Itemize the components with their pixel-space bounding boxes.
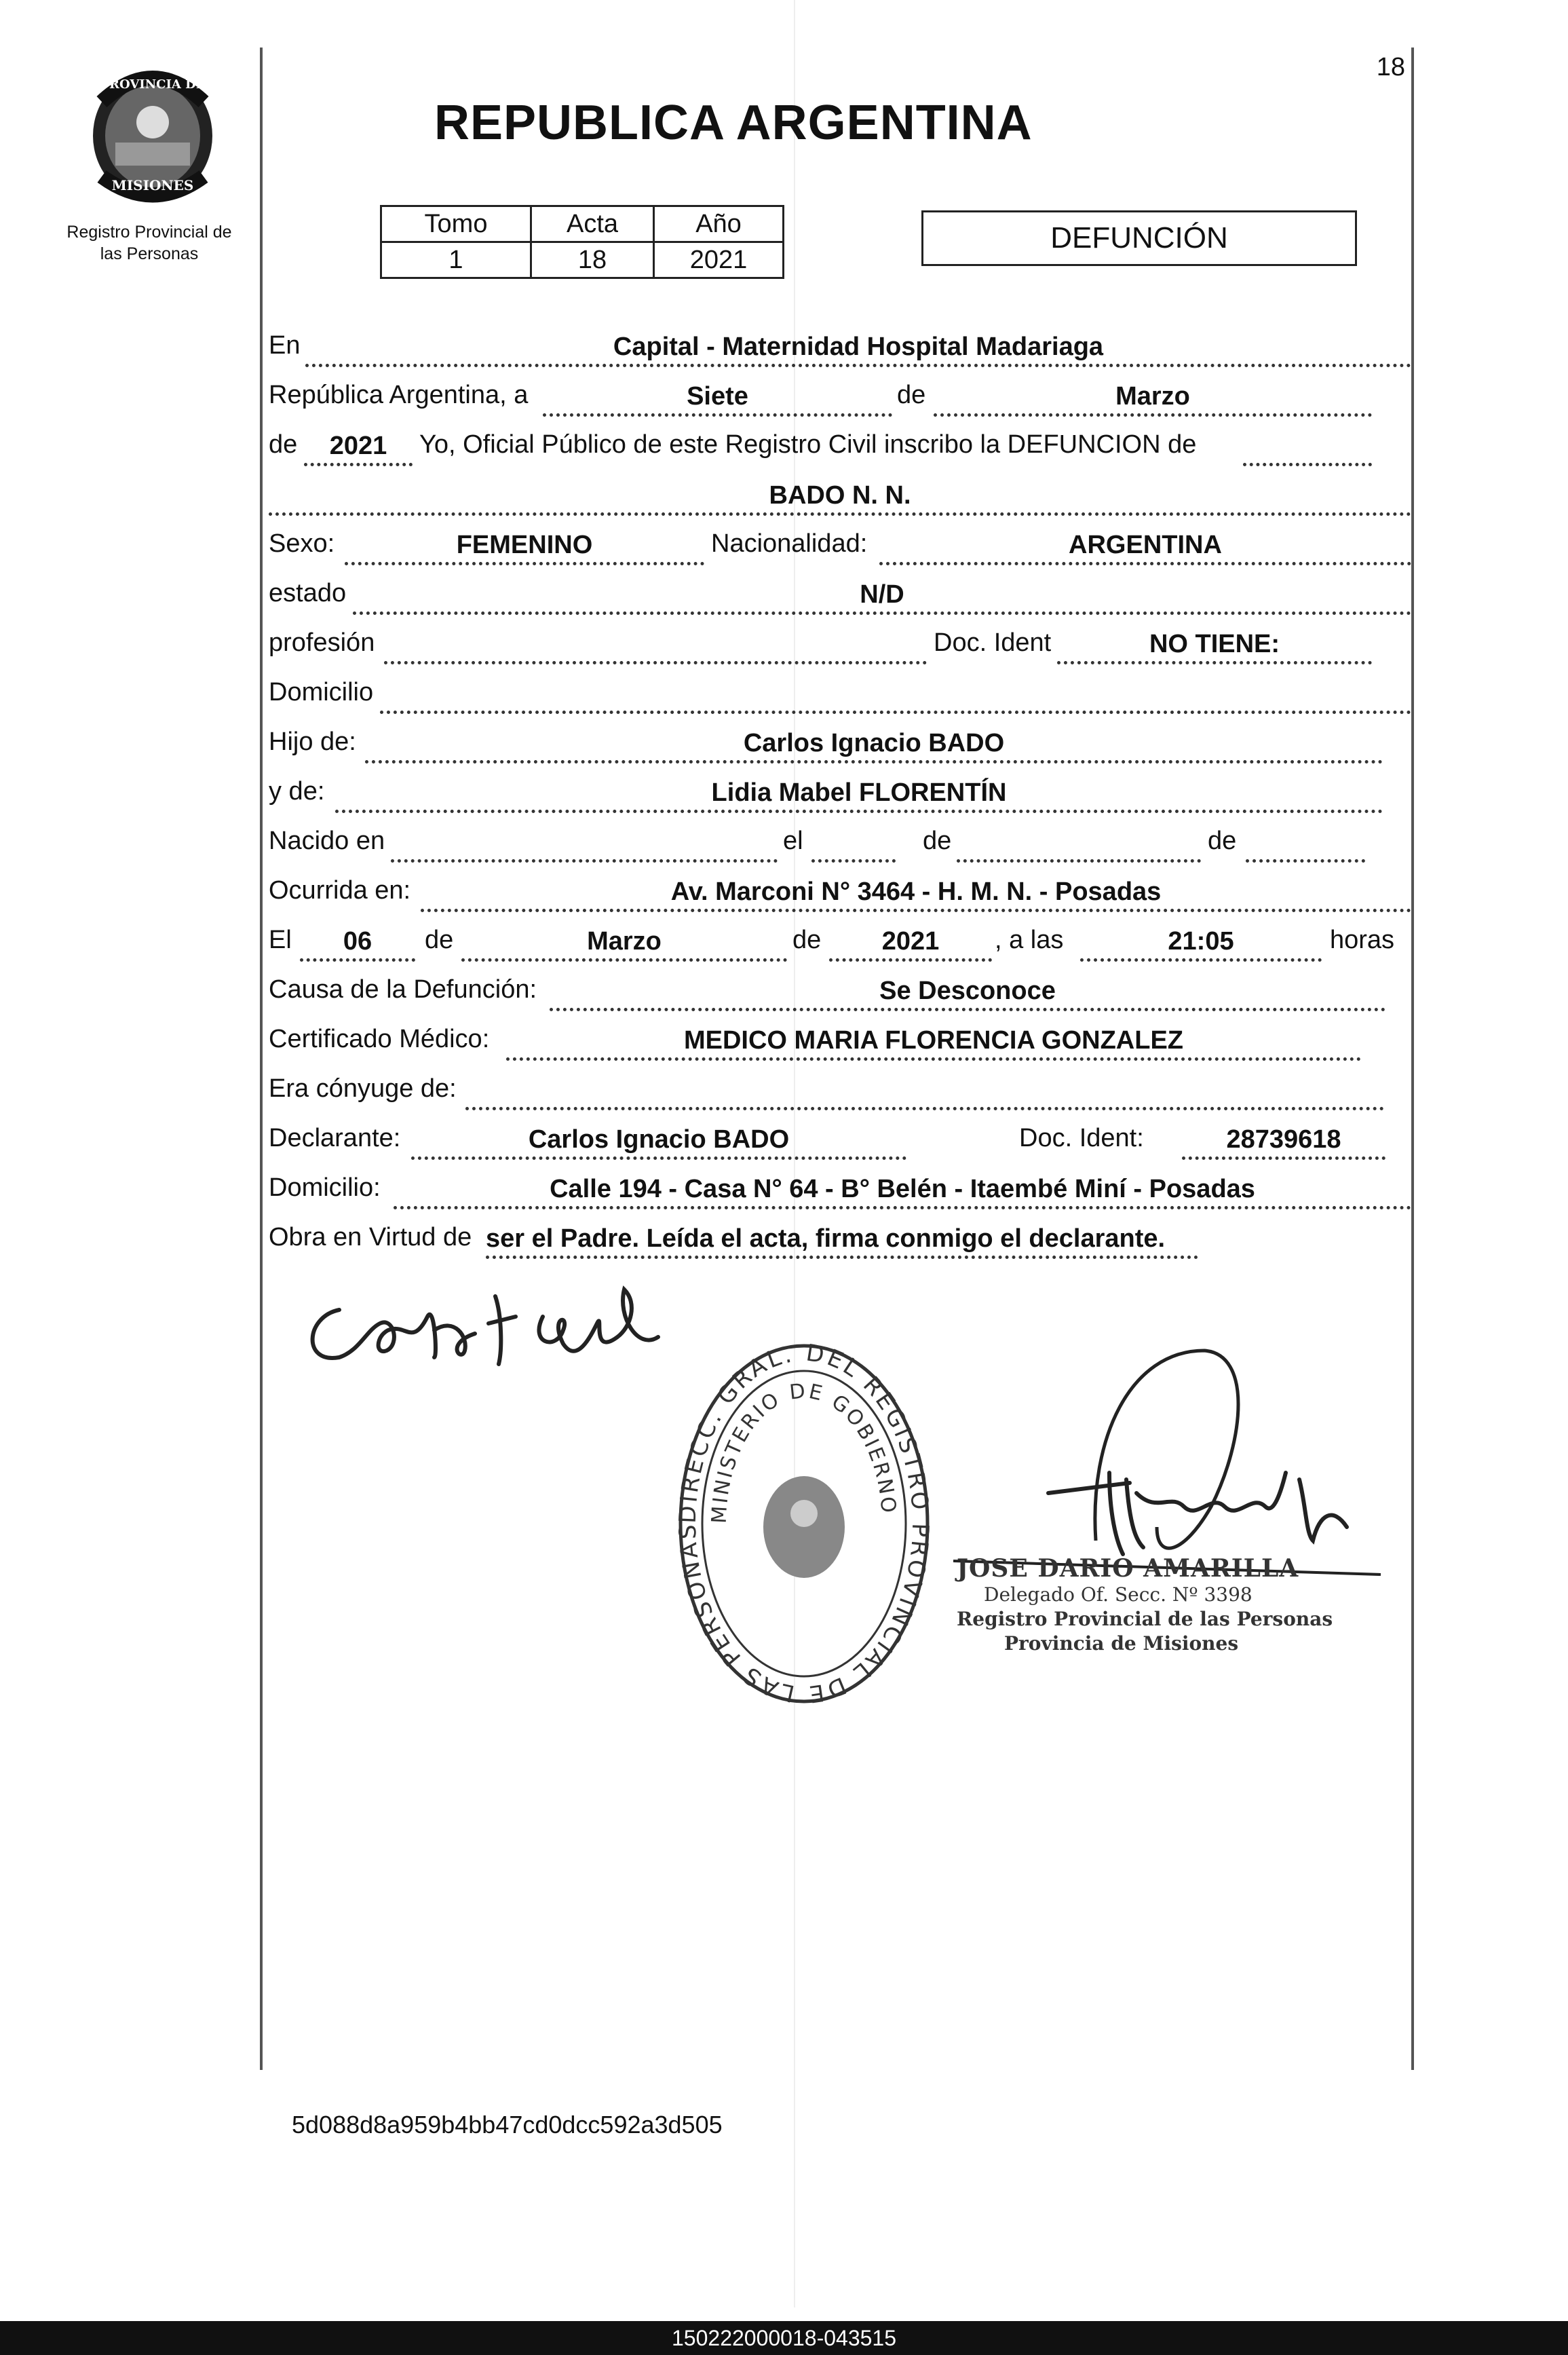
row-ocurrida-en [269,873,1411,912]
value-madre: Lidia Mabel FLORENTÍN [711,778,1007,807]
registry-caption [41,221,258,265]
label-conyuge: Era cónyuge de: [269,1074,457,1103]
label-de-anio-defuncion: de [792,926,822,954]
label-de-mes-defuncion: de [425,926,454,954]
value-doc-ident: NO TIENE: [1149,630,1280,658]
field-ocurrida-en [421,876,1411,912]
footer-code-bar [0,2321,1568,2355]
value-hora: 21:05 [1168,927,1234,956]
seal-inner-text: MINISTERIO DE GOBIERNO [707,1379,900,1524]
value-certificado: MEDICO MARIA FLORENCIA GONZALEZ [683,1026,1184,1055]
row-lugar [269,328,1411,367]
registry-value-tomo: 1 [381,242,531,278]
value-mes-inscripcion: Marzo [1115,382,1190,411]
field-conyuge [465,1074,1384,1110]
registry-header-tomo: Tomo [381,206,531,242]
field-nacido-anio [1246,827,1365,863]
field-nacido-mes [957,827,1201,863]
left-margin-line [260,48,263,2070]
field-nacido-en [391,827,778,863]
label-de-mes: de [897,381,926,409]
field-declarante-doc [1182,1124,1385,1160]
province-emblem-logo [81,61,224,207]
field-profesion [384,628,927,664]
label-profesion: profesión [269,628,375,657]
label-doc-ident-declarante: Doc. Ident: [1019,1124,1144,1152]
declarant-signature [299,1276,692,1378]
value-dia-defuncion: 06 [343,927,372,956]
label-republica: República Argentina, a [269,381,529,409]
value-domicilio-declarante: Calle 194 - Casa N° 64 - B° Belén - Itaembé Miní - Posadas [550,1175,1255,1203]
value-lugar: Capital - Maternidad Hospital Madariaga [613,333,1104,361]
value-causa: Se Desconoce [879,977,1056,1005]
registry-header-acta: Acta [531,206,654,242]
official-stamp [957,1554,1377,1656]
logo-text-top: PROVINCIA DE [100,77,206,92]
registry-caption-line2: las Personas [100,244,199,263]
row-nacido [269,823,1411,863]
value-estado: N/D [860,580,904,609]
row-fallecido [269,476,1411,516]
registry-header-anio: Año [654,206,784,242]
row-obra [269,1220,1411,1259]
field-certificado [506,1025,1361,1061]
field-fallecido [269,480,1411,516]
field-estado [353,579,1411,615]
value-ocurrida-en: Av. Marconi N° 3464 - H. M. N. - Posadas [670,878,1162,906]
official-registry: Registro Provincial de las Personas [957,1608,1333,1630]
field-dia-defuncion [300,926,415,962]
label-obra: Obra en Virtud de [269,1223,472,1251]
value-dia-inscripcion: Siete [687,382,748,411]
registry-value-acta: 18 [531,242,654,278]
row-sexo [269,526,1411,565]
label-domicilio-declarante: Domicilio: [269,1173,381,1202]
official-role: Delegado Of. Secc. Nº 3398 [984,1583,1253,1606]
row-certificado [269,1021,1411,1061]
row-declarante [269,1120,1411,1160]
field-obra [486,1223,1198,1259]
label-certificado: Certificado Médico: [269,1025,490,1053]
field-nacionalidad [879,529,1411,565]
field-madre [335,777,1383,813]
label-y-de: y de: [269,777,325,806]
label-a-las: , a las [995,926,1064,954]
field-causa [550,975,1385,1011]
label-nacido-de-mes: de [923,827,952,855]
official-province: Provincia de Misiones [1004,1632,1239,1655]
field-hora [1080,926,1322,962]
label-ocurrida-en: Ocurrida en: [269,876,411,905]
field-domicilio [380,678,1411,714]
row-fecha-defuncion [269,922,1411,962]
row-hijo-de [269,724,1411,764]
value-declarante-doc: 28739618 [1226,1125,1341,1154]
registry-value-anio: 2021 [654,242,784,278]
document-hash: 5d088d8a959b4bb47cd0dcc592a3d505 [292,2111,723,2139]
value-obra: ser el Padre. Leída el acta, firma conmigo el declarante. [486,1224,1166,1253]
label-doc-ident: Doc. Ident [934,628,1052,657]
label-causa: Causa de la Defunción: [269,975,537,1004]
label-nacido-de-anio: de [1208,827,1237,855]
field-padre [365,728,1383,764]
row-fecha-inscripcion [269,377,1411,417]
field-anio-defuncion [829,926,992,962]
row-estado [269,576,1411,615]
field-inscribo-blank [1243,430,1372,466]
row-profesion [269,625,1411,664]
field-lugar [305,331,1411,367]
field-doc-ident [1057,628,1372,664]
row-inscribo [269,427,1411,466]
row-conyuge [269,1071,1411,1110]
footer-code: 150222000018-043515 [672,2326,896,2350]
value-anio-defuncion: 2021 [881,927,940,956]
page-number: 18 [1376,53,1405,81]
official-name: JOSE DARIO AMARILLA [957,1554,1299,1583]
label-inscribo: Yo, Oficial Público de este Registro Civil inscribo la DEFUNCION de [419,430,1197,459]
field-mes-inscripcion [934,381,1372,417]
value-padre: Carlos Ignacio BADO [743,729,1005,757]
row-y-de [269,774,1411,813]
value-anio-inscripcion: 2021 [329,432,387,460]
right-margin-line [1411,48,1414,2070]
value-fallecido: BADO N. N. [769,481,911,510]
document-type-box: DEFUNCIÓN [921,210,1357,266]
value-mes-defuncion: Marzo [587,927,662,956]
field-dia-inscripcion [543,381,892,417]
registry-table [380,205,784,279]
value-sexo: FEMENINO [456,531,593,559]
label-declarante: Declarante: [269,1124,401,1152]
label-nacido-el: el [783,827,803,855]
row-causa [269,972,1411,1011]
field-nacido-el [811,827,896,863]
label-domicilio: Domicilio [269,678,374,706]
label-horas: horas [1330,926,1395,954]
value-declarante: Carlos Ignacio BADO [528,1125,790,1154]
label-en: En [269,331,301,360]
page-title: REPUBLICA ARGENTINA [434,96,1033,150]
label-de-anio: de [269,430,298,459]
logo-text-bottom: MISIONES [111,177,194,193]
label-estado: estado [269,579,347,607]
seal-outer-text: DIRECC. GRAL. DEL REGISTRO PROVINCIAL DE LAS PERSONAS [674,1340,934,1707]
label-nacionalidad: Nacionalidad: [711,529,868,558]
label-hijo-de: Hijo de: [269,728,356,756]
registry-seal [662,1340,946,1707]
value-nacionalidad: ARGENTINA [1069,531,1222,559]
label-sexo: Sexo: [269,529,335,558]
registry-caption-line1: Registro Provincial de [66,223,232,242]
field-anio-inscripcion [304,430,413,466]
field-domicilio-declarante [394,1173,1411,1209]
label-nacido-en: Nacido en [269,827,385,855]
field-declarante [411,1124,906,1160]
field-sexo [345,529,704,565]
row-domicilio [269,675,1411,714]
row-domicilio-declarante [269,1170,1411,1209]
label-el: El [269,926,292,954]
field-mes-defuncion [461,926,787,962]
